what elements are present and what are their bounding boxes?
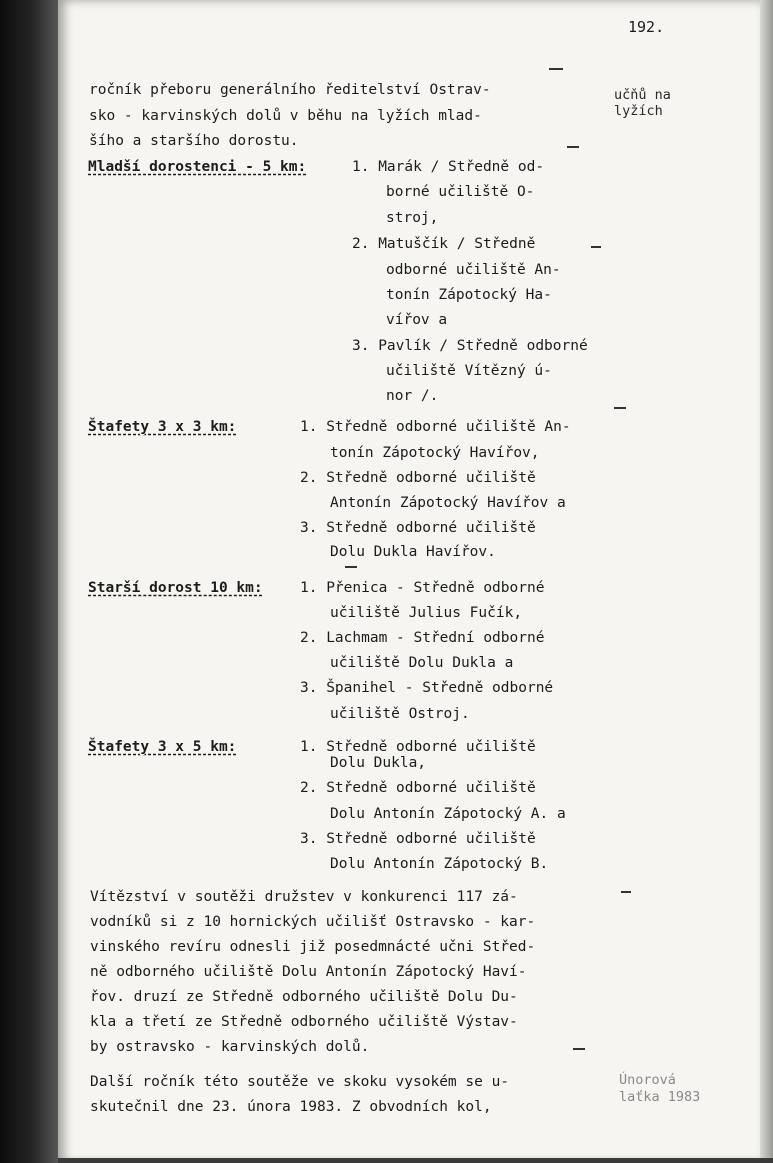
paragraph-line: Další ročník této soutěže ve skoku vysokém se u- [90,1074,510,1090]
intro-line: šího a staršího dorostu. [89,133,299,149]
margin-note-line: laťka 1983 [619,1089,701,1105]
result-line: 1. Středně odborné učiliště An- [300,419,571,435]
stray-mark [591,246,601,248]
paragraph-line: Vítězství v soutěži družstev v konkurenci 117 zá- [90,889,518,905]
result-line: Dolu Antonín Zápotocký B. [330,856,549,872]
result-line: vířov a [386,312,448,328]
result-line: tonín Zápotocký Ha- [386,287,552,303]
paragraph-line: kla a třetí ze Středně odborného učiliště Výstav- [90,1014,518,1030]
result-line: Dolu Dukla Havířov. [330,544,496,560]
intro-line: ročník přeboru generálního ředitelství Ostrav- [89,82,491,98]
section-heading: Mladší dorostenci - 5 km: [88,159,307,175]
paragraph-line: vinského revíru odnesli již posedmnácté učni Střed- [90,939,536,955]
result-line: borné učiliště O- [386,184,535,200]
result-line: 1. Středně odborné učiliště [300,739,536,755]
stray-mark [573,1048,585,1050]
result-line: 3. Pavlík / Středně odborné [352,338,588,354]
paragraph-line: skutečnil dne 23. února 1983. Z obvodních kol, [90,1099,492,1115]
result-line: učiliště Dolu Dukla a [330,655,514,671]
margin-note-line: učňů na [614,87,671,103]
result-line: 2. Středně odborné učiliště [300,470,536,486]
stray-mark [621,891,631,893]
scan-shadow-edge [0,0,60,1163]
result-line: tonín Zápotocký Havířov, [330,445,540,461]
page-right-edge [760,0,773,1163]
paragraph-line: by ostravsko - karvinských dolů. [90,1039,370,1055]
result-line: odborné učiliště An- [386,262,561,278]
result-line: 2. Lachmam - Střední odborné [300,630,545,646]
result-line: 2. Středně odborné učiliště [300,780,536,796]
result-line: 2. Matuščík / Středně [352,236,536,252]
result-line: nor /. [386,388,439,404]
result-line: 3. Španihel - Středně odborné [300,680,554,696]
paragraph-line: vodníků si z 10 hornických učilišť Ostravsko - kar- [90,914,536,930]
result-line: 3. Středně odborné učiliště [300,831,536,847]
section-heading: Štafety 3 x 5 km: [88,739,237,755]
result-line: Dolu Antonín Zápotocký A. a [330,806,566,822]
paragraph-line: ně odborného učiliště Dolu Antonín Zápotocký Haví- [90,964,527,980]
section-heading: Starší dorost 10 km: [88,580,263,596]
section-heading: Štafety 3 x 3 km: [88,419,237,435]
result-line: 3. Středně odborné učiliště [300,520,536,536]
intro-line: sko - karvinských dolů v běhu na lyžích mlad- [89,108,482,124]
stray-mark [345,566,357,568]
page-number: 192. [628,18,665,36]
margin-note-line: lyžích [614,103,663,119]
result-line: učiliště Vítězný ú- [386,363,552,379]
result-line: Antonín Zápotocký Havířov a [330,495,566,511]
margin-note-line: Únorová [619,1072,676,1088]
result-line: 1. Přenica - Středně odborné [300,580,545,596]
paragraph-line: řov. druzí ze Středně odborného učiliště Dolu Du- [90,989,518,1005]
stray-mark [549,68,563,70]
stray-mark [614,407,626,409]
page-bottom-edge [58,1158,773,1163]
stray-mark [567,146,579,148]
result-line: učiliště Ostroj. [330,706,470,722]
result-line: Dolu Dukla, [330,755,427,771]
result-line: učiliště Julius Fučík, [330,605,523,621]
result-line: stroj, [386,210,439,226]
result-line: 1. Marák / Středně od- [352,159,545,175]
